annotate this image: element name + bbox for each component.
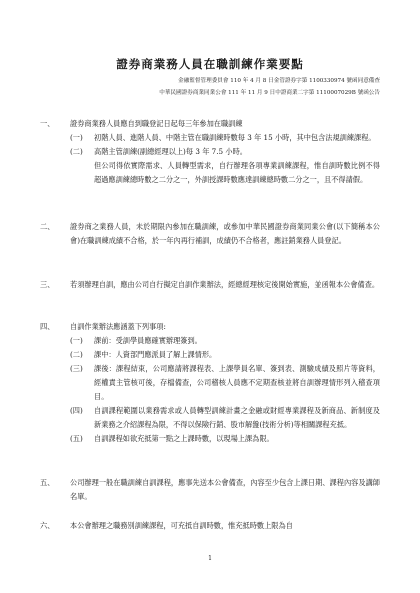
section-number: 五、 (40, 478, 55, 487)
section-number: 六、 (40, 521, 55, 530)
section-3 (40, 278, 380, 292)
section-text: 本公會辦理之職務別訓練課程，可充抵自訓時數，惟充抵時數上限為自 (70, 521, 293, 530)
approval-note: 金融監督管理委員會 110 年 4 月 8 日金管證券字第 1100330974 號函同意備查 (178, 78, 380, 84)
section-2 (40, 220, 380, 248)
section-text: 若須辦理自訓，應由公司自行擬定自訓作業辦法，經總經理核定後開始實施，並函報本公會備查。 (70, 280, 380, 289)
list-item: (三) 課後：課程結束，公司應請將課程表、上課學員名單、簽到表、測驗成績及照片等資料，經權責主管核可後，存檔備查，公司稽核人員應不定期查核並將自訓辦理情形列入稽查項目。 (70, 364, 380, 401)
section-number: 三、 (40, 280, 55, 289)
page-number: 1 (208, 555, 212, 562)
section-5 (40, 476, 380, 504)
section-number: 四、 (40, 322, 55, 331)
section-4 (40, 320, 380, 446)
list-item-continuation: 但公司得依實際需求、人員轉型需求，自行辦理各項專業訓練課程，惟自訓時數比例不得超過應訓練總時數之二分之一，外訓授課時數應達訓練總時數二分之一，且不得請假。 (94, 161, 380, 184)
section-6 (40, 519, 380, 533)
section-number: 一、 (40, 119, 55, 128)
section-text: 證券商業務人員應自到職登記日起每三年參加在職訓練 (70, 119, 243, 128)
list-item: (四) 自訓課程範圍以業務需求或人員轉型訓練計畫之金融或財經專業課程及新商品、新制度及新業務之介紹課程為限，不得以保險行銷、股市解盤(技術分析)等相關課程充抵。 (70, 406, 380, 429)
announcement-note: 中華民國證券商業同業公會 111 年 11 月 9 日中證商業二字第 1110007029B 號函公告 (159, 90, 380, 96)
document-title: 證券商業務人員在職訓練作業要點 (116, 57, 304, 71)
section-text: 自訓作業辦法應涵蓋下列事項: (70, 322, 166, 331)
section-1 (40, 117, 380, 187)
section-text: 公司辦理一般在職訓練自訓課程，應事先送本公會備查，內容至少包含上課日期、課程內容及講師名單。 (70, 478, 380, 501)
list-item: (二) 課中：人資部門應派員了解上課情形。 (70, 350, 217, 359)
list-item: (五) 自訓課程如欲充抵第一點之上課時數，以現場上課為限。 (70, 434, 274, 443)
section-text: 證券商之業務人員，未於期限內參加在職訓練，或參加中華民國證券商業同業公會(以下簡稱本公會)在職訓練成績不合格，於一年內再行補訓，成績仍不合格者，應註銷業務人員登記。 (70, 222, 380, 245)
list-item: (一) 初階人員、進階人員、中階主管在職訓練時數每 3 年 15 小時，其中包含法規訓練課程。 (70, 133, 376, 142)
section-number: 二、 (40, 222, 55, 231)
list-item: (一) 課前：受訓學員應確實辦理簽到。 (70, 336, 202, 345)
list-item: (二) 高階主管訓練(副總經理以上)每 3 年 7.5 小時。 (70, 147, 247, 156)
